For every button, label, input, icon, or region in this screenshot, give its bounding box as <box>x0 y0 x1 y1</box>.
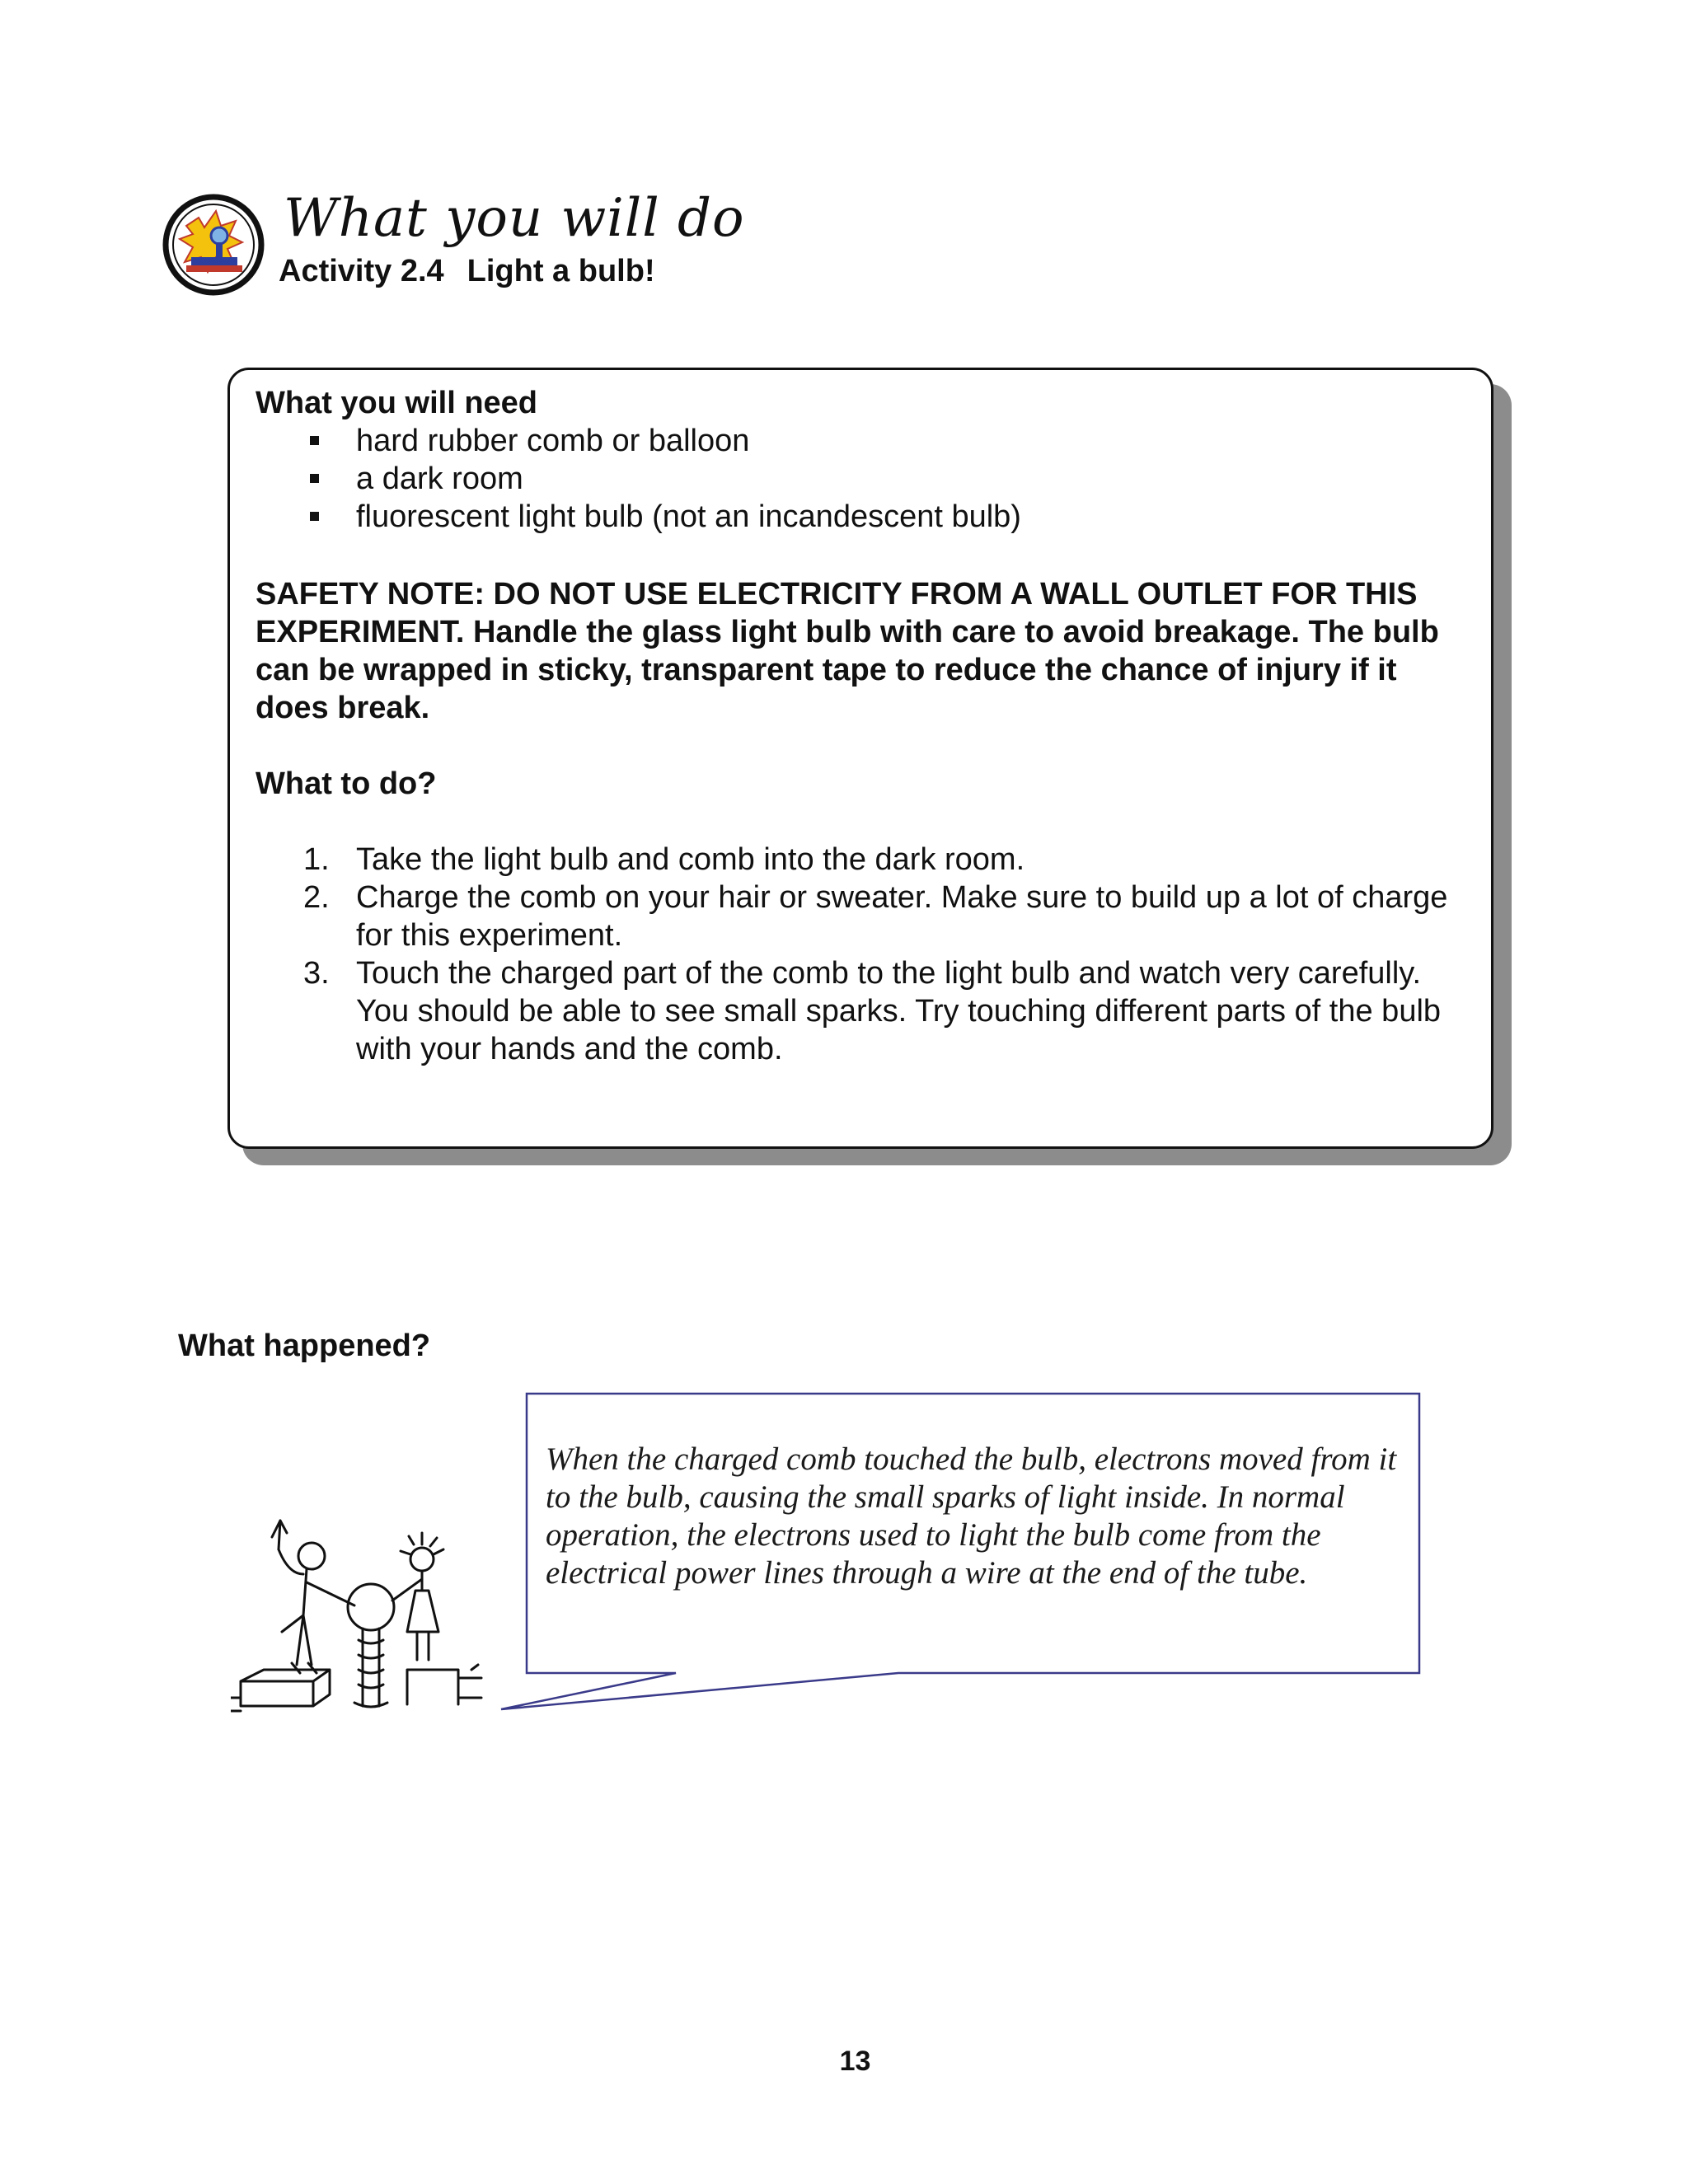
bullet-square-icon <box>310 474 319 483</box>
activity-title-line <box>279 254 655 289</box>
material-text: a dark room <box>356 462 523 496</box>
procedure-steps <box>256 841 1467 1068</box>
page-number: 13 <box>839 2046 871 2077</box>
step-number: 1. <box>303 842 330 877</box>
material-text: fluorescent light bulb (not an incandescent bulb) <box>356 499 1021 534</box>
activity-title: Light a bulb! <box>467 254 655 288</box>
safety-note: SAFETY NOTE: DO NOT USE ELECTRICITY FROM A WALL OUTLET FOR THIS EXPERIMENT. Handle the glass light bulb with care to avoid breakage. The bulb can be wrapped in sticky, transparent tape to reduce the chance of injury if it does break. <box>256 577 1439 725</box>
procedure-heading: What to do? <box>256 766 437 801</box>
bullet-square-icon <box>310 436 319 445</box>
section-script-heading: What you will do <box>284 188 745 249</box>
material-text: hard rubber comb or balloon <box>356 424 750 458</box>
materials-heading: What you will need <box>256 386 538 420</box>
materials-list <box>256 422 1021 536</box>
list-item <box>256 422 1021 460</box>
step-item <box>256 954 1467 1068</box>
step-number: 2. <box>303 880 330 915</box>
step-number: 3. <box>303 956 330 991</box>
list-item <box>256 460 1021 498</box>
bullet-square-icon <box>310 512 319 521</box>
children-with-bulb-illustration <box>231 1508 495 1805</box>
step-text: Charge the comb on your hair or sweater. Make sure to build up a lot of charge for this experiment. <box>356 880 1448 953</box>
step-item <box>256 841 1467 879</box>
explanation-text: When the charged comb touched the bulb, electrons moved from it to the bulb, causing the small sparks of light inside. In normal operation, the electrons used to light the bulb come from the electrical power lines through a wire at the end of the tube. <box>546 1441 1397 1591</box>
activity-number: Activity 2.4 <box>279 254 444 288</box>
list-item <box>256 498 1021 536</box>
what-happened-heading: What happened? <box>178 1329 431 1363</box>
step-text: Touch the charged part of the comb to the light bulb and watch very carefully. You should be able to see small sparks. Try touching different parts of the bulb with your hands and the comb. <box>356 956 1442 1066</box>
step-item <box>256 879 1467 954</box>
activity-badge-icon <box>162 193 265 297</box>
step-text: Take the light bulb and comb into the dark room. <box>356 842 1025 877</box>
